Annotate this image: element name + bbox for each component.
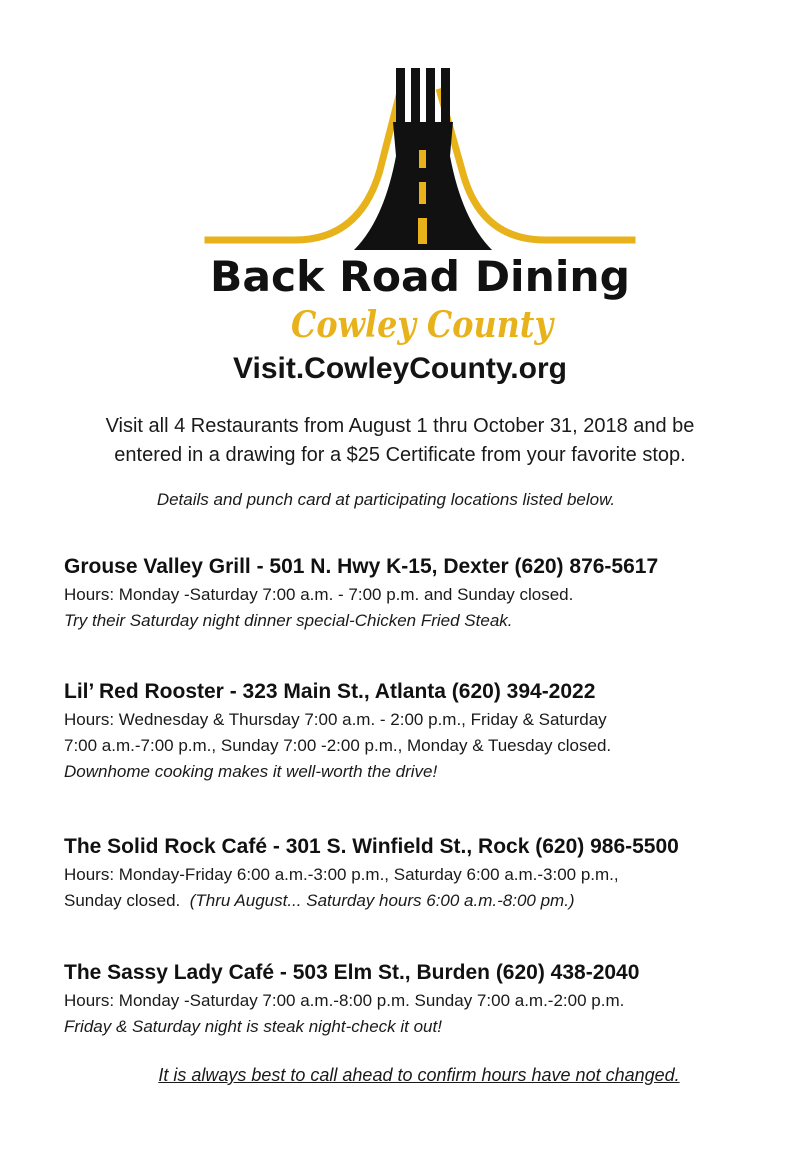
restaurant-hours: Hours: Monday -Saturday 7:00 a.m. - 7:00 p.m. and Sunday closed. [64, 585, 574, 604]
back-road-dining-logo [200, 60, 640, 360]
restaurant-tagline: Try their Saturday night dinner special-Chicken Fried Steak. [64, 611, 513, 630]
intro-line-2: entered in a drawing for a $25 Certificate from your favorite stop. [114, 444, 686, 466]
restaurant-name: The Sassy Lady Café - 503 Elm St., Burden (620) 438-2040 [64, 961, 640, 984]
restaurant-name: Lil’ Red Rooster - 323 Main St., Atlanta (620) 394-2022 [64, 680, 596, 703]
restaurant-hours: Hours: Wednesday & Thursday 7:00 a.m. - 2:00 p.m., Friday & Saturday [64, 710, 607, 729]
restaurant-tagline: Downhome cooking makes it well-worth the drive! [64, 762, 438, 781]
call-ahead-note: It is always best to call ahead to confirm hours have not changed. [158, 1065, 680, 1085]
restaurant-tagline: Friday & Saturday night is steak night-check it out! [64, 1017, 442, 1036]
restaurant-name: The Solid Rock Café - 301 S. Winfield St., Rock (620) 986-5500 [64, 835, 679, 858]
restaurant-sassy-lady-cafe [64, 958, 764, 1040]
restaurant-hours: Hours: Monday-Friday 6:00 a.m.-3:00 p.m., Saturday 6:00 a.m.-3:00 p.m., [64, 865, 619, 884]
restaurant-lil-red-rooster [64, 677, 764, 785]
logo-subtitle: Cowley County [291, 304, 555, 346]
restaurant-grouse-valley-grill [64, 552, 764, 634]
restaurant-solid-rock-cafe [64, 832, 764, 914]
logo-title: Back Road Dining [210, 252, 630, 301]
restaurant-name: Grouse Valley Grill - 501 N. Hwy K-15, Dexter (620) 876-5617 [64, 555, 659, 578]
website-url[interactable]: Visit.CowleyCounty.org [233, 352, 567, 385]
restaurant-hours-note: (Thru August... Saturday hours 6:00 a.m.-8:00 pm.) [189, 891, 575, 910]
restaurant-hours-cont [64, 888, 764, 914]
restaurant-hours: Hours: Monday -Saturday 7:00 a.m.-8:00 p.m. Sunday 7:00 a.m.-2:00 p.m. [64, 991, 625, 1010]
intro-line-1: Visit all 4 Restaurants from August 1 thru October 31, 2018 and be [105, 415, 695, 437]
restaurant-hours-text: Sunday closed. [64, 891, 181, 910]
intro-text [0, 412, 800, 470]
details-note: Details and punch card at participating locations listed below. [156, 490, 616, 509]
restaurant-hours-cont: 7:00 a.m.-7:00 p.m., Sunday 7:00 -2:00 p.m., Monday & Tuesday closed. [64, 736, 612, 755]
